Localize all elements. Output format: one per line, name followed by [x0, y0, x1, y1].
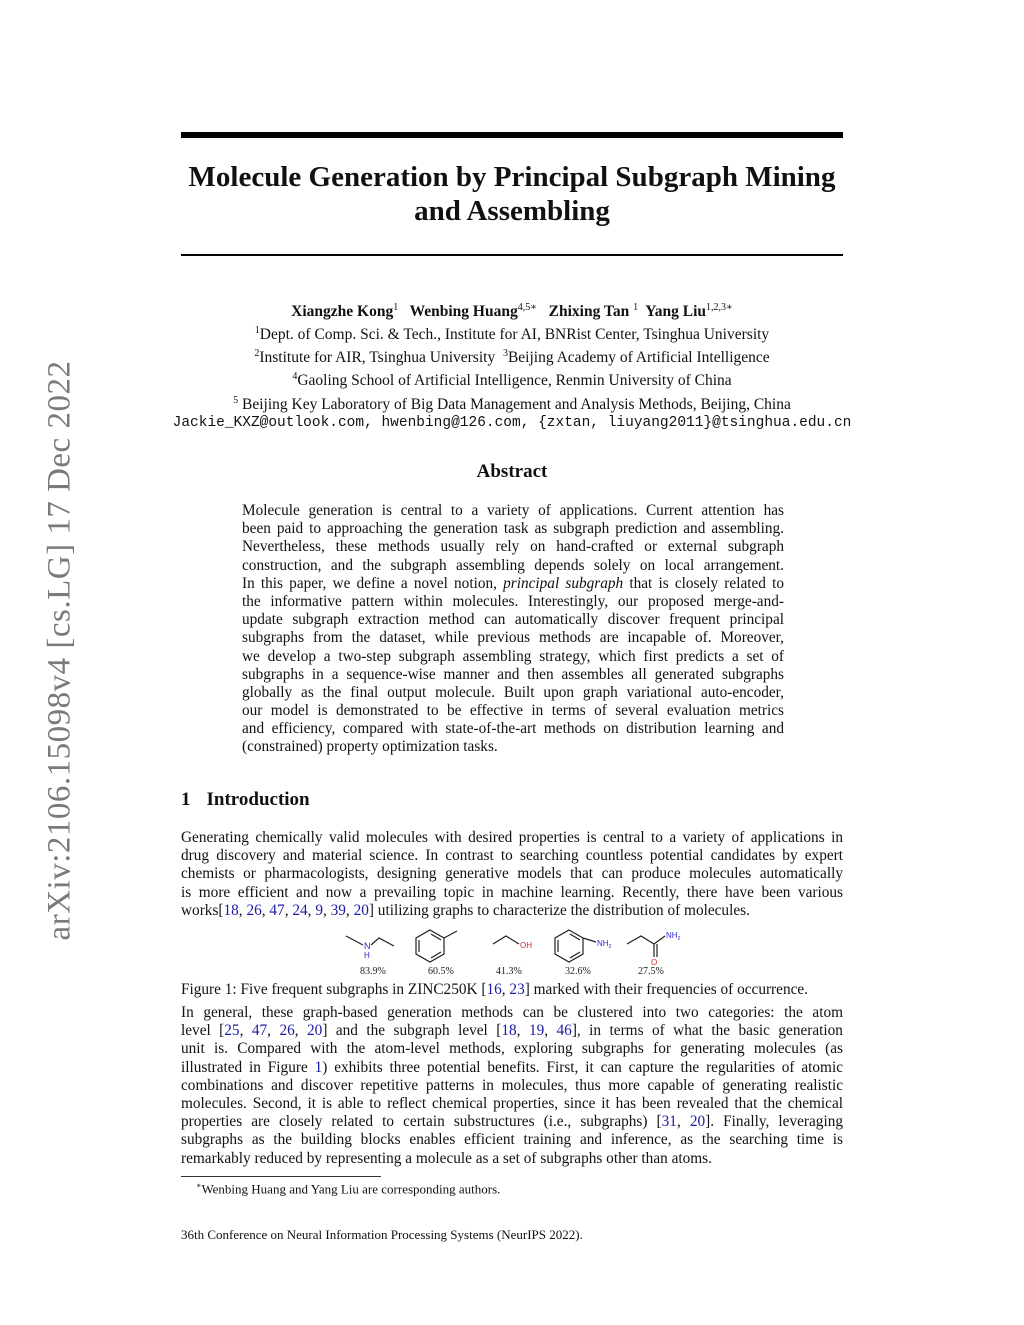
abstract-line: and efficiency, compared with state-of-the-art methods on distribution learning and: [242, 720, 784, 738]
citation-link[interactable]: 20: [353, 901, 369, 919]
citation-link[interactable]: 20: [689, 1113, 706, 1131]
paragraph-line: unit is. Compared with the atom-level methods, exploring subgraphs for generating molecules (as: [181, 1040, 843, 1058]
section-heading-introduction: [181, 789, 310, 811]
citation-link[interactable]: 23: [509, 981, 525, 998]
abstract-line: our model is demonstrated to be effective in terms of several evaluation metrics: [242, 702, 784, 720]
footnote: [196, 1181, 500, 1197]
citation-link[interactable]: 25: [224, 1022, 240, 1040]
amide-subscript: 2: [677, 936, 681, 942]
author-name: Wenbing Huang: [409, 303, 518, 321]
abstract-line: construction, and the subgraph assembling depends solely on local arrangement.: [242, 556, 784, 574]
figure-1-caption: [181, 981, 843, 999]
abstract-line: [242, 575, 784, 593]
paragraph-text: ] utilizing graphs to characterize the distribution of molecules.: [368, 901, 750, 919]
paragraph-text: properties are closely related to certain substructures (i.e., subgraphs) [: [181, 1113, 662, 1131]
author-name: Xiangzhe Kong: [291, 303, 394, 321]
title-line-2: and Assembling: [414, 195, 610, 227]
paragraph-line: is more efficient and now a prevailing topic in machine learning. Recently, there have been various: [181, 883, 843, 901]
affiliation-sup: 3: [502, 348, 508, 360]
paragraph-text: ], in terms of what the basic generation: [571, 1022, 843, 1040]
paragraph-line: level [25, 47, 26, 20] and the subgraph level [18, 19, 46], in terms of what the basic generation: [181, 1022, 843, 1040]
citation-link[interactable]: 18: [501, 1022, 517, 1040]
affiliation-5: [150, 391, 874, 414]
molecule-2-toluene: [416, 930, 457, 962]
molecule-3-ethanol: [493, 936, 519, 944]
molecule-4-aniline: [555, 930, 596, 962]
affiliation-text: Beijing Academy of Artificial Intelligence: [507, 349, 770, 367]
citation-link[interactable]: 26: [246, 901, 262, 919]
citation-link[interactable]: 39: [330, 901, 346, 919]
abstract-line: subgraphs from the dataset, while previous methods are incapable of. Moreover,: [242, 629, 784, 647]
amide-text: NH: [666, 931, 678, 940]
citation-link[interactable]: 16: [486, 981, 502, 998]
molecule-5-amide: [627, 936, 665, 957]
caption-text: ] marked with their frequencies of occurrence.: [524, 981, 808, 998]
section-number: 1: [181, 789, 191, 810]
figure-reference-link[interactable]: 1: [314, 1058, 323, 1076]
caption-text: Figure 1: Five frequent subgraphs in ZINC250K [: [181, 981, 487, 998]
abstract-line: Nevertheless, these methods usually rely on hand-crafted or external subgraph: [242, 538, 784, 556]
affiliation-sup: 5: [233, 394, 239, 406]
title-top-rule: [181, 132, 843, 138]
title-line-1: Molecule Generation by Principal Subgraph Mining: [188, 161, 836, 193]
paragraph-line: remarkably reduced by representing a molecule as a set of subgraphs other than atoms.: [181, 1149, 712, 1167]
abstract-line: globally as the final output molecule. Built upon graph variational auto-encoder,: [242, 683, 784, 701]
paragraph-text: ]. Finally, leveraging: [705, 1113, 843, 1131]
abstract-line: we develop a two-step subgraph assembling strategy, which first predicts a set of: [242, 647, 784, 665]
citation-link[interactable]: 26: [279, 1022, 295, 1040]
frequency-label: 27.5%: [638, 966, 664, 977]
author-name: Yang Liu: [645, 303, 707, 321]
abstract-body: [242, 502, 784, 757]
arxiv-identifier-stamp: [30, 355, 90, 945]
abstract-line: Molecule generation is central to a variety of applications. Current attention has: [242, 502, 784, 519]
abstract-heading: Abstract: [476, 461, 548, 482]
frequency-label: 32.6%: [565, 966, 591, 977]
author-sup: 1,2,3∗: [706, 302, 733, 313]
citation-link[interactable]: 24: [292, 901, 308, 919]
affiliation-sup: 4: [292, 371, 298, 383]
affiliation-4: [150, 367, 874, 390]
abstract-emphasis: principal subgraph: [503, 574, 624, 592]
caption-text: ,: [501, 981, 510, 998]
author-names: [150, 298, 874, 321]
author-sup: 1: [633, 302, 639, 313]
hydroxyl-label: OH: [520, 941, 532, 950]
abstract-line: been paid to approaching the generation task as subgraph prediction and assembling.: [242, 520, 784, 538]
footnote-mark: ∗: [196, 1181, 202, 1190]
section-title: Introduction: [206, 789, 310, 810]
citation-link[interactable]: 20: [307, 1022, 323, 1040]
abstract-line: subgraphs in a sequence-wise manner and then assembles all generated subgraphs: [242, 665, 784, 683]
affiliation-text: Institute for AIR, Tsinghua University: [259, 349, 496, 367]
paragraph-text: works[: [181, 901, 224, 919]
citation-link[interactable]: 47: [251, 1022, 268, 1040]
title-bottom-rule: [181, 254, 843, 256]
paragraph-line: drug discovery and material science. In contrast to searching countless potential candidates by expert: [181, 847, 843, 865]
citation-link[interactable]: 19: [528, 1022, 545, 1040]
author-emails: Jackie_KXZ@outlook.com, hwenbing@126.com, {zxtan, liuyang2011}@tsinghua.edu.cn: [172, 414, 852, 431]
abstract-line: the informative pattern within molecules. Interestingly, our proposed merge-and-: [242, 592, 784, 610]
citation-link[interactable]: 47: [269, 901, 285, 919]
footnote-rule: [181, 1176, 381, 1177]
author-block: [150, 298, 874, 433]
abstract-text: In this paper, we define a novel notion,: [242, 574, 504, 592]
intro-paragraph-2: [181, 1004, 843, 1168]
affiliation-text: Dept. of Comp. Sci. & Tech., Institute for AI, BNRist Center, Tsinghua University: [259, 326, 770, 344]
paragraph-line: subgraphs as the building blocks enables efficient training and inference, as the searching time is: [181, 1131, 843, 1149]
paragraph-line: molecules. Second, it is able to reflect chemical properties, since it has been revealed that the chemical: [181, 1094, 843, 1112]
paragraph-line: properties are closely related to certain substructures (i.e., subgraphs) [31, 20]. Finally, leveraging: [181, 1113, 843, 1131]
frequency-label: 83.9%: [360, 966, 386, 977]
hydrogen-label: H: [364, 951, 370, 960]
citation-link[interactable]: 9: [315, 901, 323, 919]
paragraph-line: Generating chemically valid molecules with desired properties is central to a variety of applications in: [181, 829, 843, 846]
amine-text: NH: [597, 939, 609, 948]
author-sup: 4,5∗: [517, 302, 538, 313]
paragraph-line: combinations and discover repetitive patterns in molecules, thus more capable of generating realistic: [181, 1076, 843, 1094]
affiliation-text: Gaoling School of Artificial Intelligence, Renmin University of China: [297, 372, 732, 390]
frequency-label: 41.3%: [496, 966, 522, 977]
affiliation-2-3: [150, 344, 874, 367]
affiliation-1: [150, 321, 874, 344]
citation-link[interactable]: 46: [556, 1022, 572, 1040]
amide-nitrogen-label: [666, 931, 681, 942]
molecule-drawings: [330, 924, 700, 966]
citation-link[interactable]: 31: [661, 1113, 677, 1131]
paragraph-text: level [: [181, 1022, 225, 1040]
paragraph-text: illustrated in Figure: [181, 1058, 315, 1076]
nitrogen-label: N: [364, 941, 371, 951]
paragraph-line: [181, 1059, 843, 1077]
paragraph-line: In general, these graph-based generation methods can be clustered into two categories: the atom: [181, 1004, 843, 1021]
paper-title: [181, 160, 843, 228]
paragraph-line: works[18, 26, 47, 24, 9, 39, 20] utilizing graphs to characterize the distribution of molecules.: [181, 901, 750, 919]
intro-paragraph-1: [181, 829, 843, 920]
paragraph-text: ) exhibits three potential benefits. First, it can capture the regularities of atomic: [322, 1058, 843, 1076]
author-name: Zhixing Tan: [548, 303, 630, 321]
affiliation-text: Beijing Key Laboratory of Big Data Management and Analysis Methods, Beijing, China: [238, 395, 791, 413]
author-sup: 1: [393, 302, 399, 313]
amine-subscript: 2: [608, 944, 612, 950]
footnote-text: Wenbing Huang and Yang Liu are corresponding authors.: [201, 1181, 501, 1197]
citation-link[interactable]: 18: [223, 901, 239, 919]
paragraph-line: chemists or pharmacologists, designing generative models that can produce molecules automatically: [181, 865, 843, 883]
amine-label: [597, 939, 612, 950]
abstract-text: that is closely related to: [623, 574, 784, 592]
venue-note: 36th Conference on Neural Information Processing Systems (NeurIPS 2022).: [181, 1227, 583, 1242]
frequency-label: 60.5%: [428, 966, 454, 977]
paragraph-text: ] and the subgraph level [: [322, 1022, 502, 1040]
abstract-line: update subgraph extraction method can automatically discover frequent principal: [242, 611, 784, 629]
abstract-line: (constrained) property optimization tasks.: [242, 738, 498, 756]
affiliation-sup: 2: [254, 348, 260, 360]
figure-1-subgraphs: [330, 924, 700, 980]
arxiv-id-text: arXiv:2106.15098v4 [cs.LG] 17 Dec 2022: [41, 360, 78, 940]
affiliation-sup: 1: [254, 325, 260, 337]
carbonyl-oxygen-label: O: [651, 958, 658, 966]
